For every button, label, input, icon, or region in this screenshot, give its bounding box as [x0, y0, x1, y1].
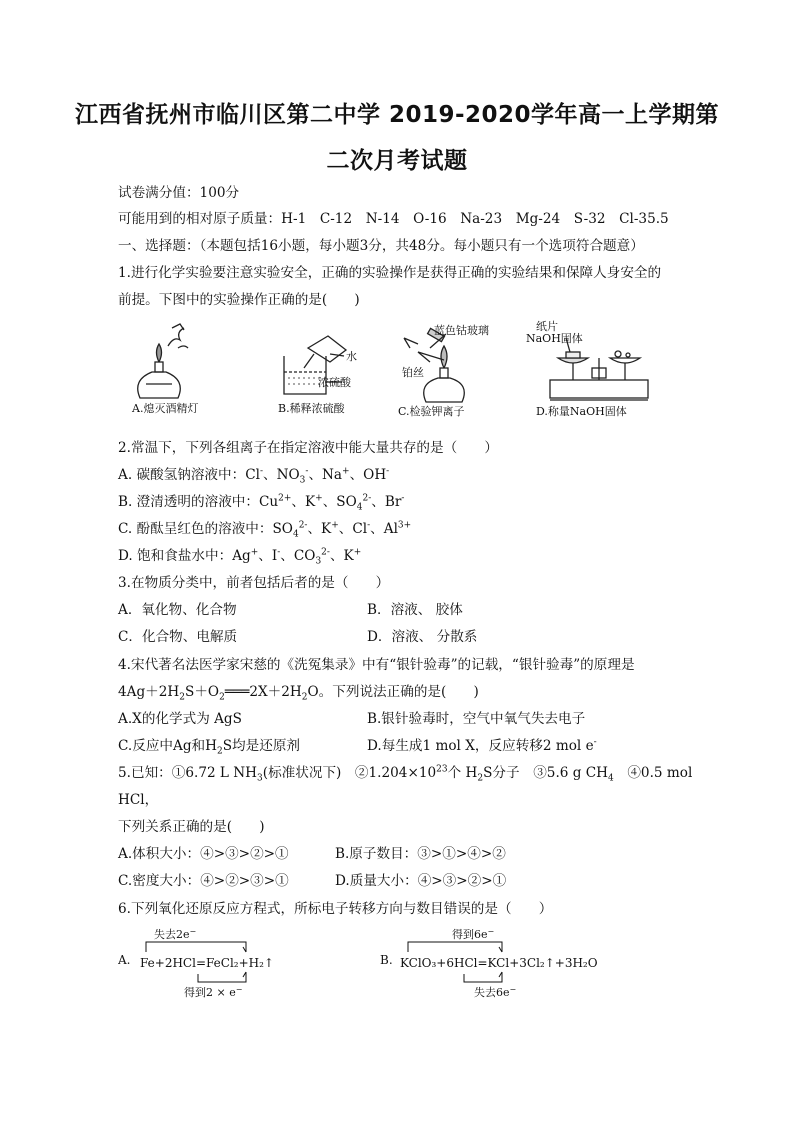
q1-stem-line2: 前提。下图中的实验操作正确的是( ): [118, 292, 360, 308]
fig-d-solid: NaOH固体: [526, 332, 583, 345]
q3-option-d: D．溶液、 分散系: [367, 629, 478, 645]
q1-figure: [118, 318, 678, 423]
q6-a-bottom-label: 得到2 × e−: [184, 985, 243, 999]
q2-option-a: A. 碳酸氢钠溶液中：Cl-、$NO_3^-$、Na+、OH-: [118, 466, 390, 486]
q2-stem: 2.常温下，下列各组离子在指定溶液中能大量共存的是（ ）: [118, 440, 498, 456]
q6-a-equation: Fe+2HCl=FeCl₂+H₂↑: [140, 956, 274, 970]
q4-option-d: D.每生成1 mol X，反应转移2 mol e-: [367, 737, 597, 754]
fig-d-caption: D.称量NaOH固体: [536, 405, 627, 418]
q3-option-a: A．氧化物、化合物: [118, 602, 237, 618]
q4-equation: $4Ag+2H_2S+O_2═══2X+2H_2O$。下列说法正确的是( ): [118, 684, 479, 703]
q1-stem-line1: 1.进行化学实验要注意实验安全，正确的实验操作是获得正确的实验结果和保障人身安全的: [118, 265, 662, 281]
q2-option-d: D. 饱和食盐水中：Ag+、I-、$CO_3^{2-}$、K+: [118, 547, 362, 567]
q5-option-a: A.体积大小：④>③>②>①: [118, 846, 289, 862]
q4-option-c: C.反应中Ag和$H_2S$均是还原剂: [118, 738, 301, 757]
q4-option-a: A.X的化学式为 AgS: [118, 711, 242, 727]
full-score: 试卷满分值：100分: [118, 185, 240, 201]
q6-a-top-label: 失去2e−: [154, 927, 197, 941]
q5-option-b: B.原子数目：③>①>④>②: [335, 846, 506, 862]
fig-c-caption: C.检验钾离子: [398, 405, 465, 418]
q4-option-b: B.银针验毒时，空气中氧气失去电子: [367, 711, 586, 727]
q6-b-bottom-label: 失去6e−: [474, 985, 517, 999]
fig-b-caption: B.稀释浓硫酸: [278, 402, 345, 415]
q6-stem: 6.下列氧化还原反应方程式，所标电子转移方向与数目错误的是（ ）: [118, 901, 553, 917]
q5-option-c: C.密度大小：④>②>③>①: [118, 873, 289, 889]
fig-d-paper: 纸片: [536, 320, 558, 333]
q6-b-top-label: 得到6e−: [452, 927, 495, 941]
q5-stem-line3: 下列关系正确的是( ): [118, 819, 265, 835]
fig-c-wire: 铂丝: [402, 366, 424, 379]
exam-title-line1: 江西省抚州市临川区第二中学 2019-2020学年高一上学期第: [74, 102, 720, 128]
balance-icon: [550, 338, 648, 400]
section-heading: 一、选择题：（本题包括16小题，每小题3分，共48分。每小题只有一个选项符合题意）: [118, 238, 644, 254]
q6-equations: [118, 922, 618, 1004]
fig-a-caption: A.熄灭酒精灯: [132, 402, 199, 415]
q4-stem: 4.宋代著名法医学家宋慈的《洗冤集录》中有“银针验毒”的记载，“银针验毒”的原理是: [118, 657, 635, 673]
q5-stem: 5.已知：①6.72 L $NH_3$(标准状况下) $②1.204\times 10^{23}$个 $H_2S$分子 ③5.6 g $CH_4$ ④0.5 mol: [118, 764, 693, 784]
exam-title-line2: 二次月考试题: [326, 148, 468, 174]
q6-a-label: A.: [118, 953, 131, 967]
q2-option-c: C. 酚酞呈红色的溶液中：$SO_4^{2-}$、K+、Cl-、$Al^{3+}$: [118, 520, 412, 540]
atomic-mass-list: 可能用到的相对原子质量：H-1 C-12 N-14 O-16 Na-23 Mg-24 S-32 Cl-35.5: [118, 211, 669, 227]
q6-b-equation: KClO₃+6HCl=KCl+3Cl₂↑+3H₂O: [400, 956, 598, 970]
q5-option-d: D.质量大小：④>③>②>①: [335, 873, 507, 889]
fig-c-glass: 蓝色钴玻璃: [434, 324, 489, 337]
q3-option-b: B．溶液、 胶体: [367, 602, 463, 618]
fig-b-acid: 浓硫酸: [318, 376, 351, 389]
q5-stem-line2: HCl，: [118, 792, 159, 808]
q6-b-label: B.: [380, 953, 393, 967]
q3-option-c: C．化合物、电解质: [118, 629, 238, 645]
alcohol-lamp-icon: [138, 324, 188, 398]
q3-stem: 3.在物质分类中，前者包括后者的是（ ）: [118, 575, 390, 591]
fig-b-water: 水: [346, 350, 357, 363]
q2-option-b: B. 澄清透明的溶液中：$Cu^{2+}$、K+、$SO_4^{2-}$、Br-: [118, 493, 405, 513]
